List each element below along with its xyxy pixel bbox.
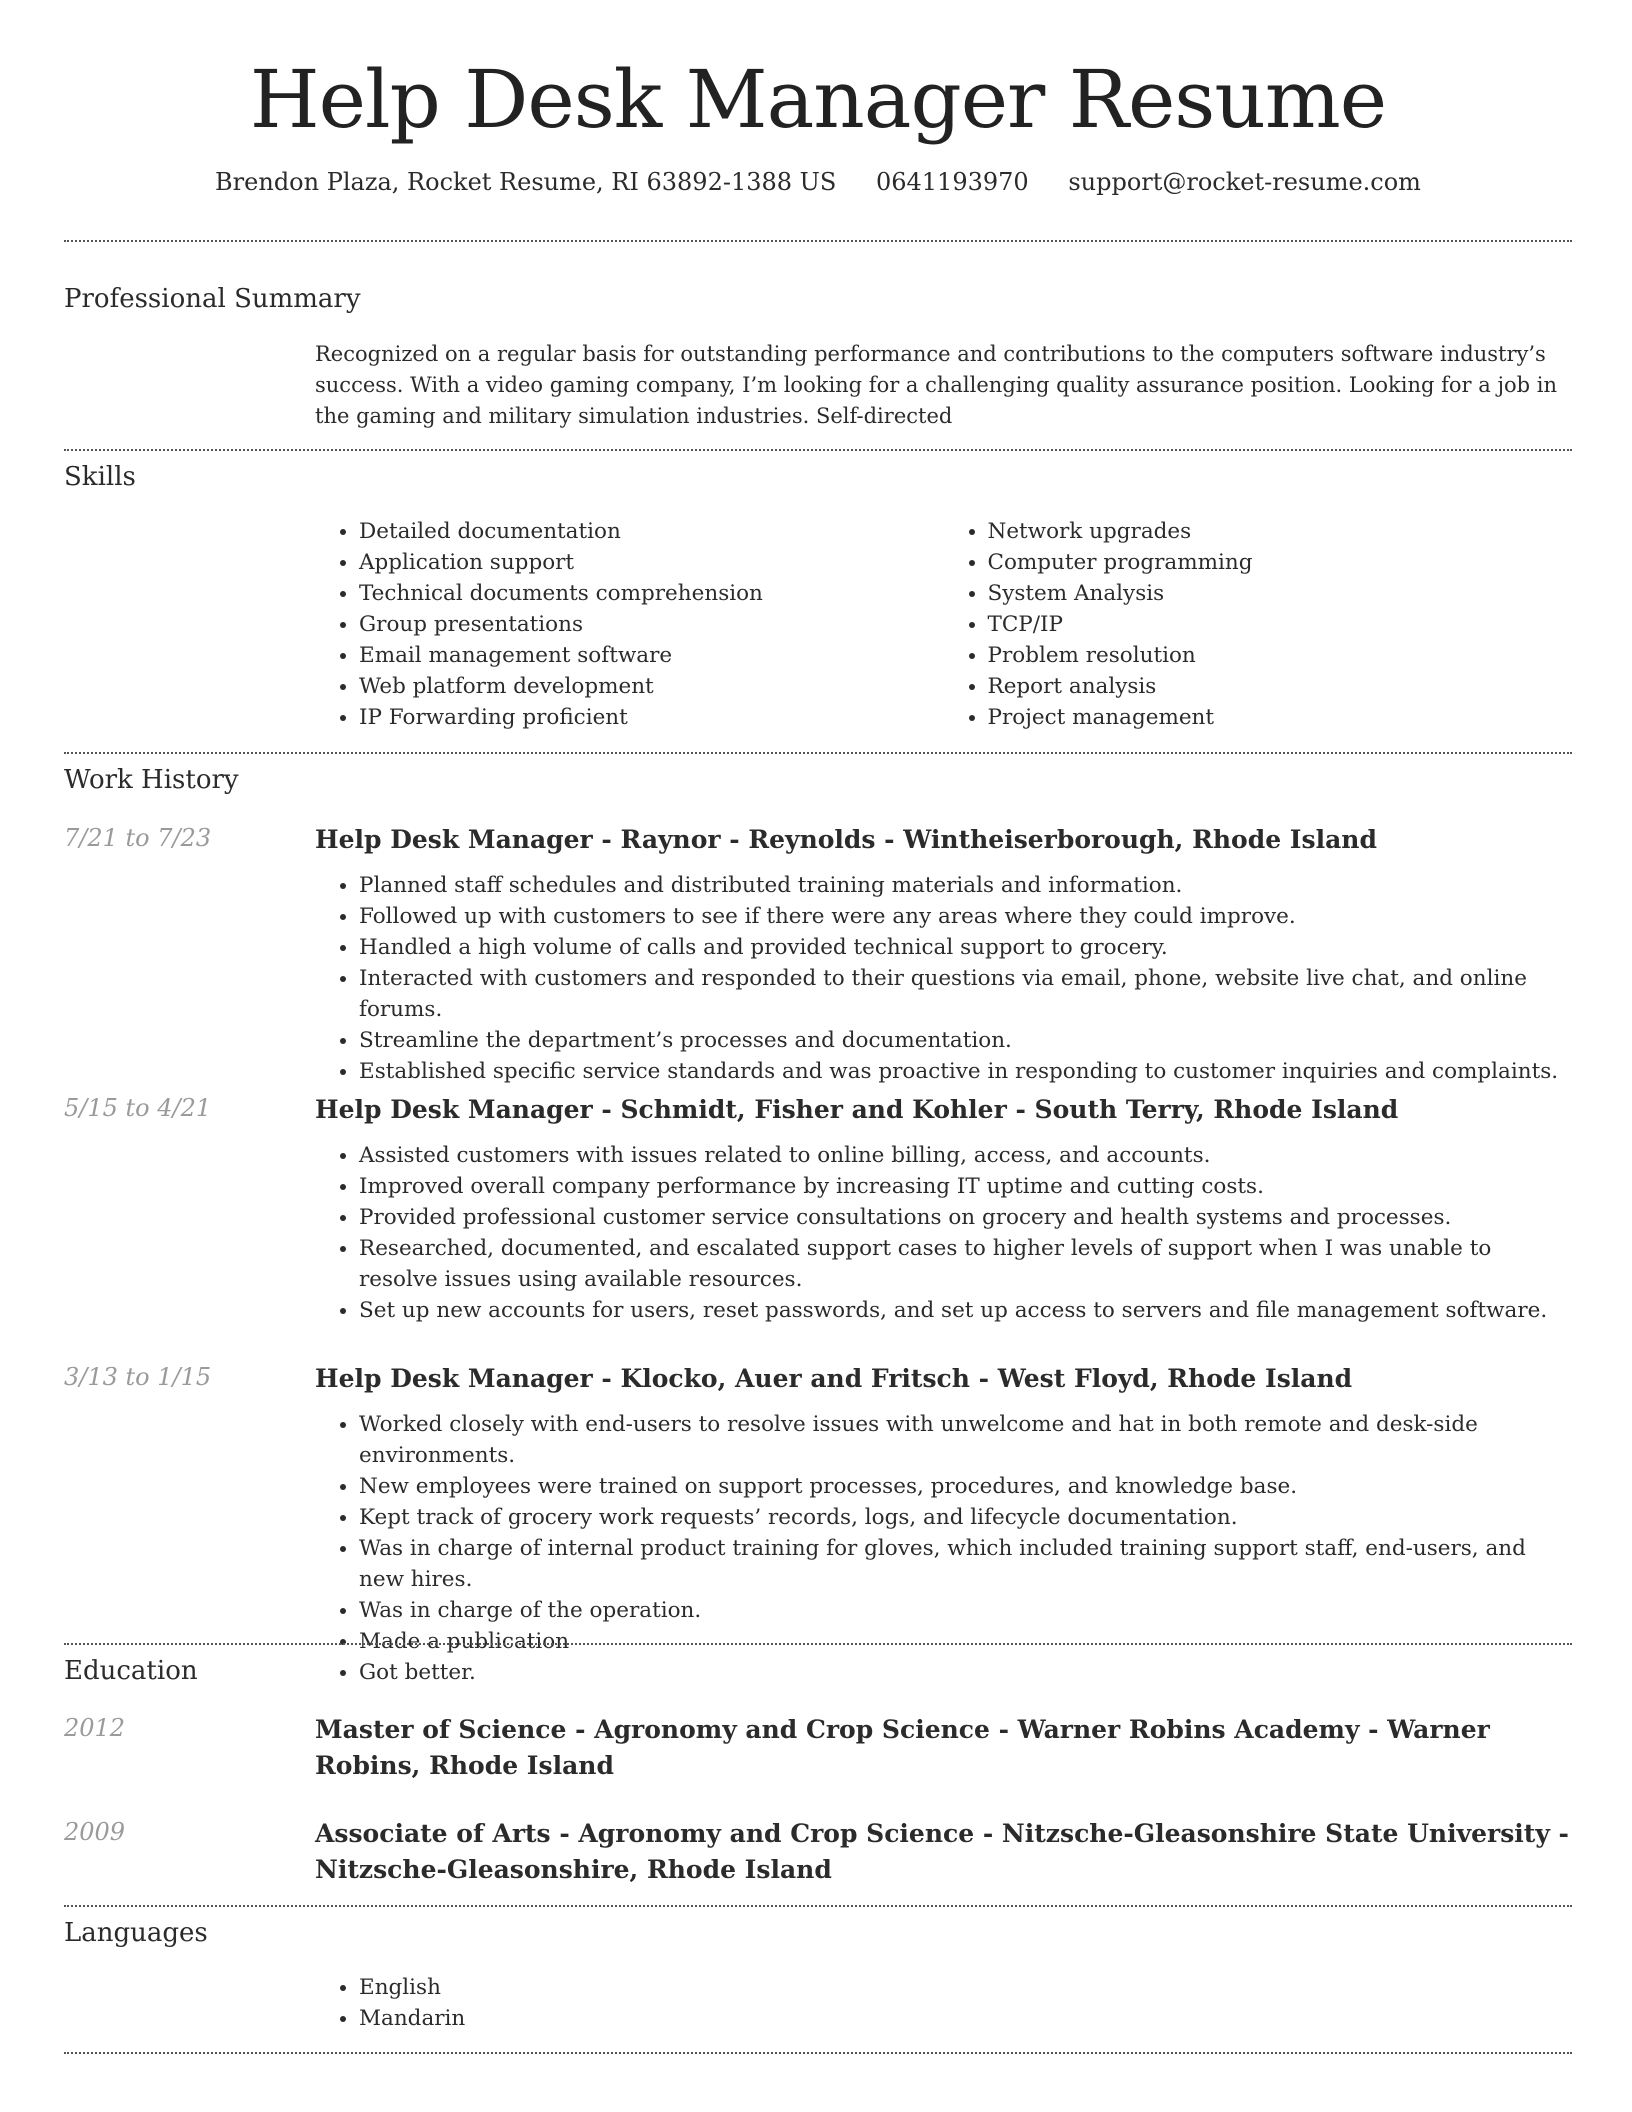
skill-item: • Web platform development [359,671,944,702]
skill-item: • Project management [988,702,1573,733]
job-bullet: • New employees were trained on support processes, procedures, and knowledge base. [359,1471,1572,1502]
skills-heading: Skills [64,462,136,492]
skill-item: • Email management software [359,640,944,671]
skill-item: • System Analysis [988,578,1573,609]
job-bullet: • Handled a high volume of calls and provided technical support to grocery. [359,932,1572,963]
skill-item: • TCP/IP [988,609,1573,640]
job-bullet: • Set up new accounts for users, reset passwords, and set up access to servers and file management software. [359,1295,1572,1326]
job-bullet: • Made a publication [359,1626,1572,1657]
language-item: • English [359,1972,1572,2003]
job-bullet: • Worked closely with end-users to resolve issues with unwelcome and hat in both remote and desk-side environments. [359,1409,1572,1471]
skill-item: • IP Forwarding proficient [359,702,944,733]
job-bullets [315,870,1572,1087]
contact-address: Brendon Plaza, Rocket Resume, RI 63892-1388 US [215,168,837,196]
job-bullet: • Established specific service standards and was proactive in responding to customer inquiries and complaints. [359,1056,1572,1087]
divider [64,1643,1572,1645]
job-dates: 5/15 to 4/21 [64,1094,212,1122]
job-bullet: • Planned staff schedules and distributed training materials and information. [359,870,1572,901]
languages-list [315,1972,1572,2034]
job-bullet: • Got better. [359,1657,1572,1688]
job-dates: 3/13 to 1/15 [64,1363,212,1391]
job-bullet: • Streamline the department’s processes and documentation. [359,1025,1572,1056]
job-title: Help Desk Manager - Schmidt, Fisher and Kohler - South Terry, Rhode Island [315,1095,1399,1124]
resume-page [64,0,1572,2031]
summary-text: Recognized on a regular basis for outstanding performance and contributions to the computers software industry’s success. With a video gaming company, I’m looking for a challenging quality assurance position. Looking for a job in the gaming and military simulation industries. Self-directed [315,342,1557,428]
job-bullet: • Assisted customers with issues related to online billing, access, and accounts. [359,1140,1572,1171]
divider [64,1905,1572,1907]
skill-item: • Problem resolution [988,640,1573,671]
language-item: • Mandarin [359,2003,1572,2034]
languages-section [64,1918,1572,2031]
resume-title: Help Desk Manager Resume [249,53,1387,146]
divider [64,449,1572,451]
education-degree: Master of Science - Agronomy and Crop Science - Warner Robins Academy - Warner Robins, Rhode Island [315,1715,1490,1780]
skills-list-right [944,516,1573,733]
work-heading: Work History [64,765,239,795]
skill-item: • Application support [359,547,944,578]
divider [64,2052,1572,2054]
education-section [64,1656,1572,1686]
education-year: 2009 [64,1818,126,1846]
skill-item: • Computer programming [988,547,1573,578]
skill-item: • Detailed documentation [359,516,944,547]
education-heading: Education [64,1656,198,1686]
job-bullet: • Was in charge of the operation. [359,1595,1572,1626]
divider [64,752,1572,754]
contact-phone: 0641193970 [875,168,1029,196]
job-bullets [315,1409,1572,1688]
job-bullets [315,1140,1572,1326]
contact-email: support@rocket-resume.com [1068,168,1421,196]
skill-item: • Technical documents comprehension [359,578,944,609]
contact-line [64,168,1572,196]
summary-heading: Professional Summary [64,284,361,314]
divider [64,240,1572,242]
education-year: 2012 [64,1714,126,1742]
job-bullet: • Provided professional customer service consultations on grocery and health systems and processes. [359,1202,1572,1233]
job-bullet: • Researched, documented, and escalated support cases to higher levels of support when I was unable to resolve issues using available resources. [359,1233,1572,1295]
skill-item: • Group presentations [359,609,944,640]
skill-item: • Network upgrades [988,516,1573,547]
job-title: Help Desk Manager - Raynor - Reynolds - Wintheiserborough, Rhode Island [315,825,1377,854]
job-bullet: • Followed up with customers to see if there were any areas where they could improve. [359,901,1572,932]
education-degree: Associate of Arts - Agronomy and Crop Science - Nitzsche-Gleasonshire State University - Nitzsche-Gleasonshire, Rhode Island [315,1819,1569,1884]
job-bullet: • Improved overall company performance by increasing IT uptime and cutting costs. [359,1171,1572,1202]
job-dates: 7/21 to 7/23 [64,824,212,852]
work-section [64,765,1572,795]
skill-item: • Report analysis [988,671,1573,702]
skills-section [64,462,1572,730]
languages-heading: Languages [64,1918,208,1948]
job-bullet: • Interacted with customers and responded to their questions via email, phone, website live chat, and online forums. [359,963,1572,1025]
skills-list-left [315,516,944,733]
job-bullet: • Was in charge of internal product training for gloves, which included training support staff, end-users, and new hires. [359,1533,1572,1595]
summary-section [64,284,1572,428]
job-bullet: • Kept track of grocery work requests’ records, logs, and lifecycle documentation. [359,1502,1572,1533]
job-title: Help Desk Manager - Klocko, Auer and Fritsch - West Floyd, Rhode Island [315,1364,1353,1393]
